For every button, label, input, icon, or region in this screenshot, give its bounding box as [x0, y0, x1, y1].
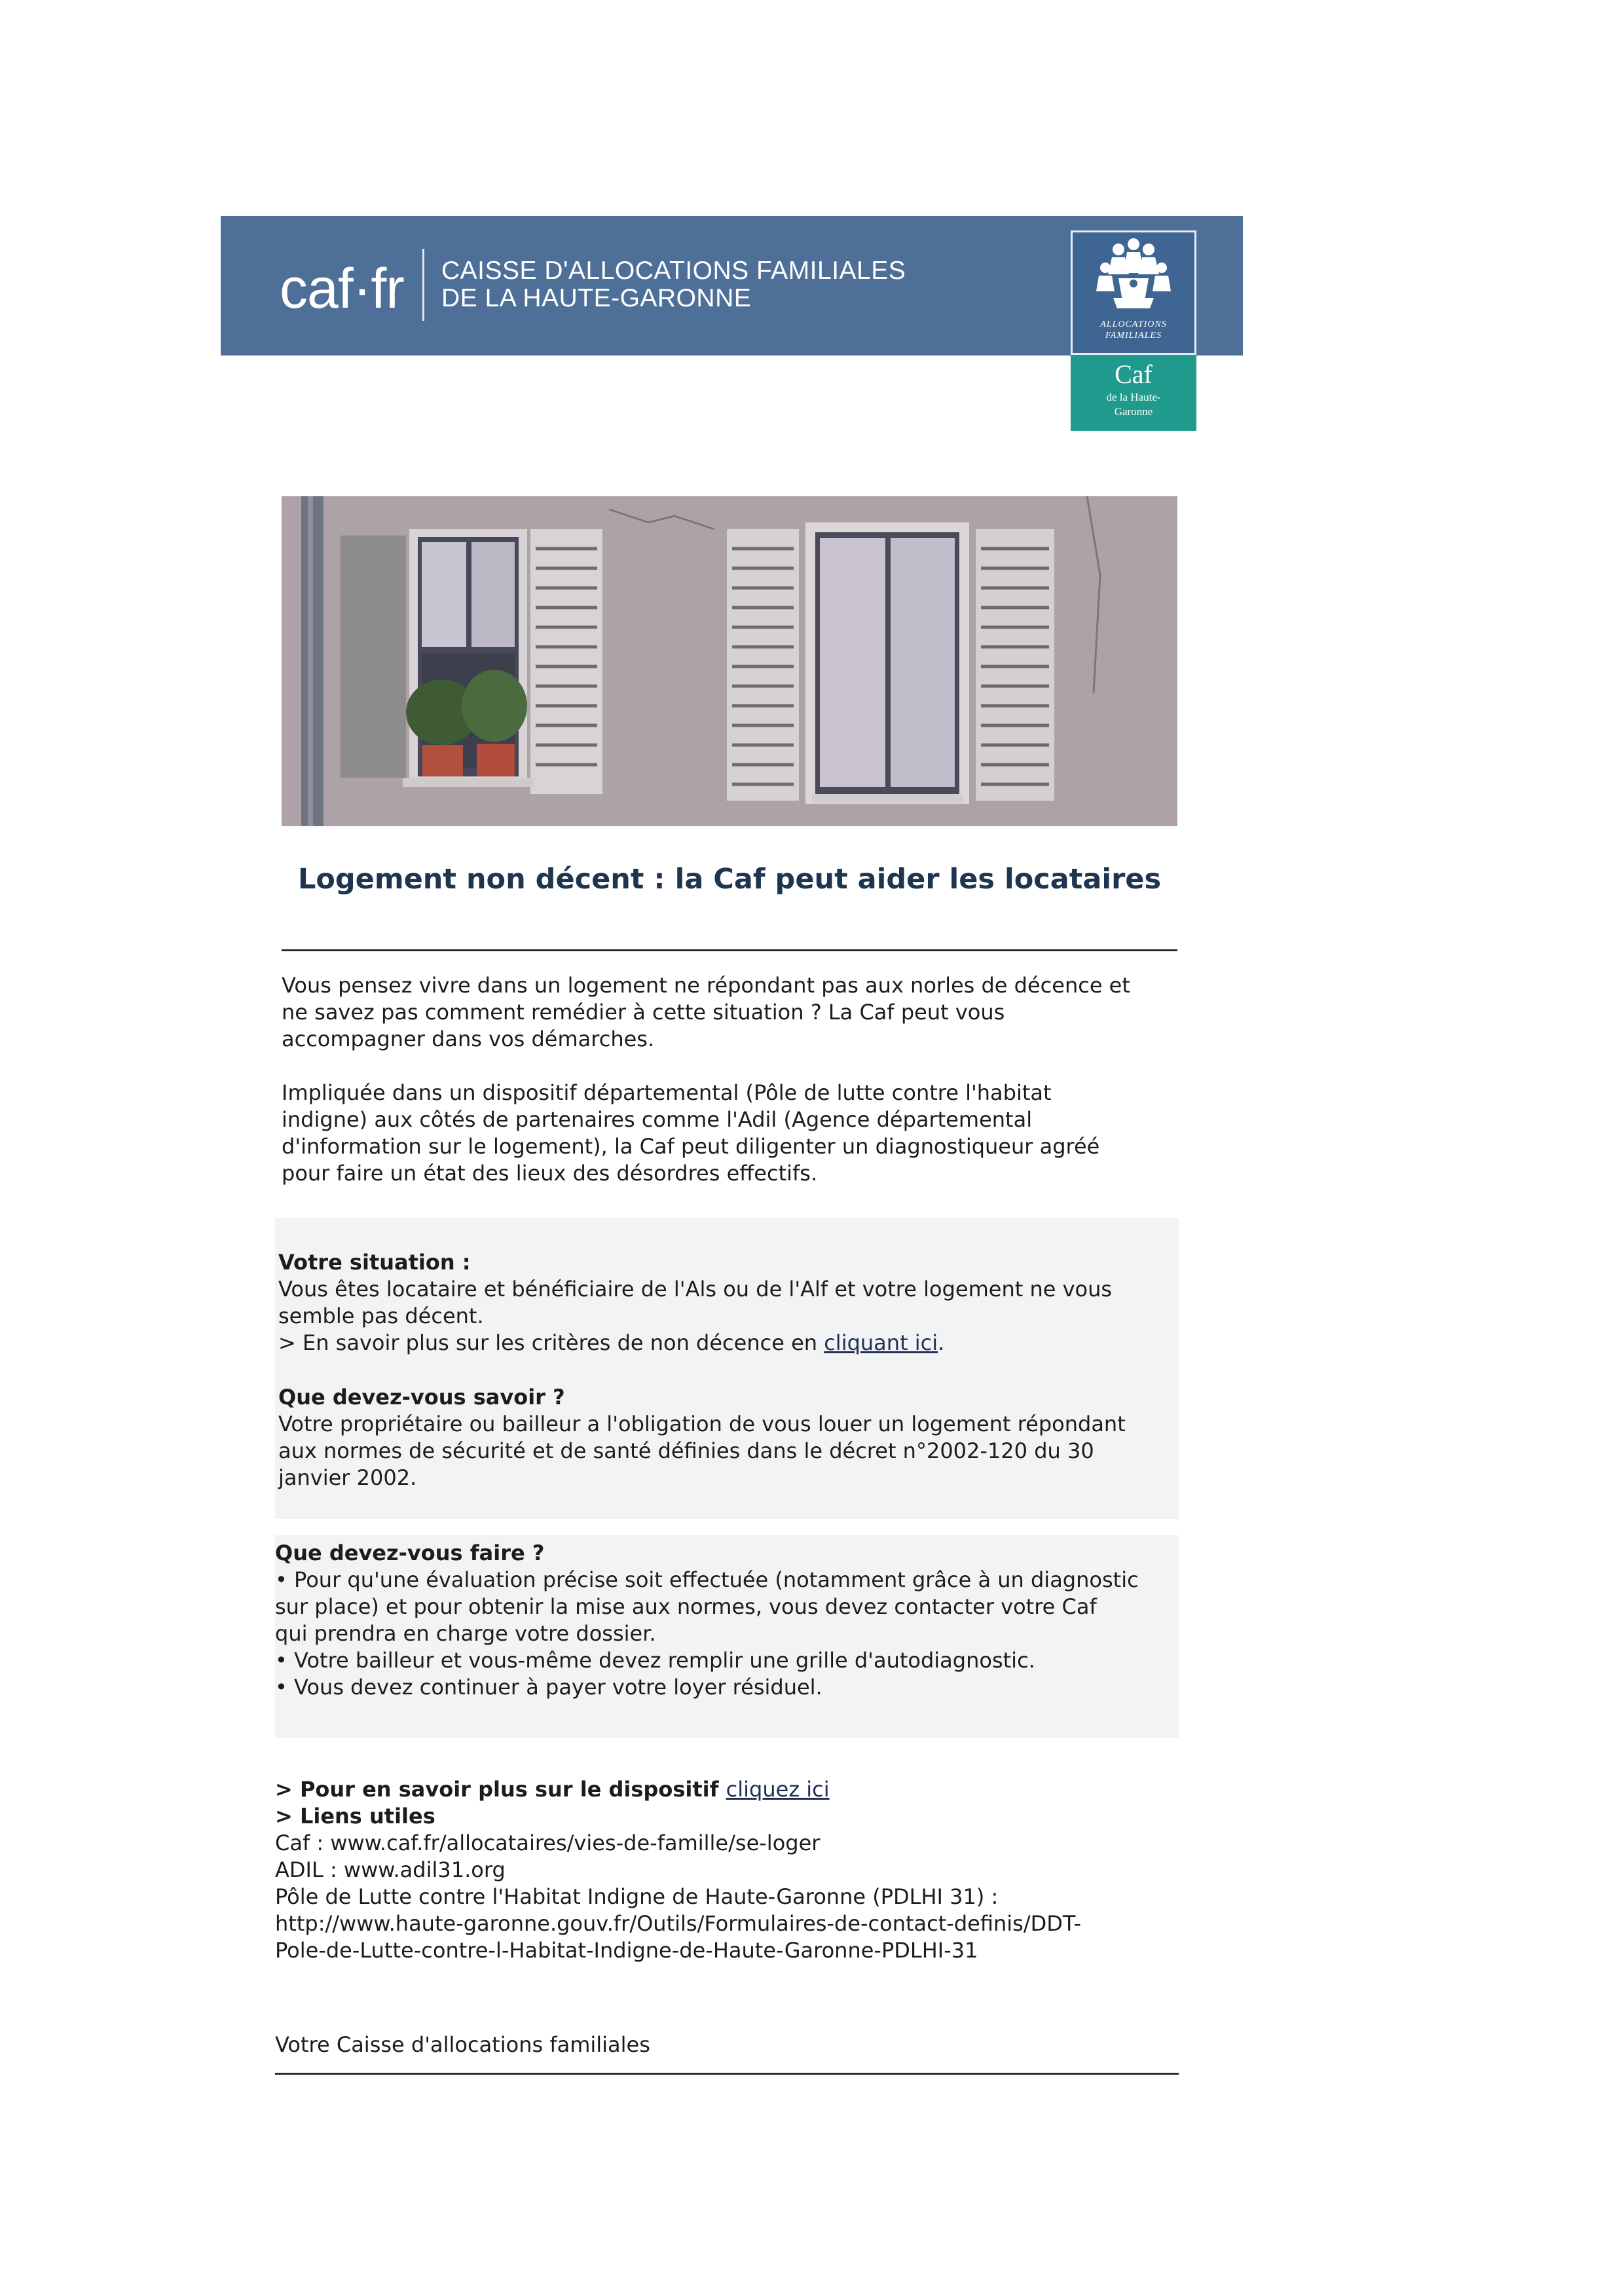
dispositif-more-text: > Pour en savoir plus sur le dispositif: [275, 1777, 726, 1802]
intro-p1-line: Vous pensez vivre dans un logement ne répondant pas aux norles de décence et: [282, 973, 1130, 998]
useful-link-pdlhi-label: Pôle de Lutte contre l'Habitat Indigne de Haute-Garonne (PDLHI 31) :: [275, 1884, 999, 1909]
useful-link-caf[interactable]: Caf : www.caf.fr/allocataires/vies-de-famille/se-loger: [275, 1831, 821, 1855]
useful-link-pdlhi-url[interactable]: Pole-de-Lutte-contre-l-Habitat-Indigne-de-Haute-Garonne-PDLHI-31: [275, 1938, 978, 1963]
intro-p2-line: d'information sur le logement), la Caf peut diligenter un diagnostiqueur agréé: [282, 1134, 1100, 1159]
situation-more-suffix: .: [938, 1330, 945, 1355]
todo-section: [275, 1540, 1179, 1701]
organization-name-line2: DE LA HAUTE-GARONNE: [441, 284, 752, 312]
logo-caf-name: Caf: [1115, 359, 1153, 389]
windows-photo-illustration: [282, 496, 1177, 826]
intro-p2-line: Impliquée dans un dispositif départemental (Pôle de lutte contre l'habitat: [282, 1080, 1052, 1105]
criteria-link[interactable]: cliquant ici: [824, 1330, 938, 1355]
useful-link-adil[interactable]: ADIL : www.adil31.org: [275, 1857, 506, 1882]
intro-p1-line: ne savez pas comment remédier à cette situation ? La Caf peut vous: [282, 1000, 1005, 1025]
caf-family-logo: [1071, 230, 1196, 355]
useful-link-pdlhi-url[interactable]: http://www.haute-garonne.gouv.fr/Outils/Formulaires-de-contact-definis/DDT-: [275, 1911, 1082, 1936]
know-section: [278, 1384, 1175, 1491]
header-photo-windows: [282, 496, 1177, 826]
situation-line: Vous êtes locataire et bénéficiaire de l'Als ou de l'Alf et votre logement ne vous: [278, 1277, 1113, 1302]
logo-region: [1071, 390, 1196, 419]
todo-line: • Vous devez continuer à payer votre loyer résiduel.: [275, 1675, 822, 1700]
title-divider: [282, 949, 1177, 951]
know-line: aux normes de sécurité et de santé définies dans le décret n°2002-120 du 30: [278, 1438, 1094, 1463]
situation-line: semble pas décent.: [278, 1303, 484, 1328]
brand-logo-text: caf·fr: [280, 257, 404, 320]
intro-paragraph-1: [282, 972, 1177, 1053]
logo-tagline: ALLOCATIONS FAMILIALES: [1100, 319, 1167, 340]
todo-heading: Que devez-vous faire ?: [275, 1540, 545, 1565]
logo-region-line2: Garonne: [1114, 405, 1153, 418]
todo-line: sur place) et pour obtenir la mise aux normes, vous devez contacter votre Caf: [275, 1594, 1097, 1619]
todo-line: qui prendra en charge votre dossier.: [275, 1621, 656, 1646]
organization-name-line1: CAISSE D'ALLOCATIONS FAMILIALES: [441, 257, 906, 285]
logo-region-line1: de la Haute-: [1106, 391, 1161, 403]
situation-heading: Votre situation :: [278, 1250, 471, 1275]
page-title: Logement non décent : la Caf peut aider les locataires: [297, 863, 1162, 896]
intro-p1-line: accompagner dans vos démarches.: [282, 1027, 655, 1051]
caf-logo-label: [1071, 355, 1196, 431]
intro-p2-line: indigne) aux côtés de partenaires comme l'Adil (Agence départemental: [282, 1107, 1033, 1132]
intro-p2-line: pour faire un état des lieux des désordres effectifs.: [282, 1161, 818, 1186]
intro-paragraph-2: [282, 1080, 1177, 1187]
footer-divider: [275, 2073, 1179, 2075]
useful-links-heading: > Liens utiles: [275, 1804, 435, 1829]
todo-line: • Pour qu'une évaluation précise soit effectuée (notamment grâce à un diagnostic: [275, 1567, 1139, 1592]
situation-more: [278, 1330, 1175, 1357]
family-figures-icon: [1073, 235, 1194, 320]
todo-line: • Votre bailleur et vous-même devez remplir une grille d'autodiagnostic.: [275, 1648, 1035, 1673]
signature: Votre Caisse d'allocations familiales: [275, 2032, 650, 2057]
links-section: [275, 1776, 1179, 1964]
dispositif-link[interactable]: cliquez ici: [726, 1777, 830, 1802]
know-heading: Que devez-vous savoir ?: [278, 1385, 565, 1410]
brand-separator: [422, 249, 424, 321]
situation-section: [278, 1249, 1175, 1357]
situation-more-text: > En savoir plus sur les critères de non décence en: [278, 1330, 824, 1355]
know-line: Votre propriétaire ou bailleur a l'obligation de vous louer un logement répondant: [278, 1412, 1126, 1436]
know-line: janvier 2002.: [278, 1465, 417, 1490]
dispositif-more: [275, 1776, 1179, 1803]
